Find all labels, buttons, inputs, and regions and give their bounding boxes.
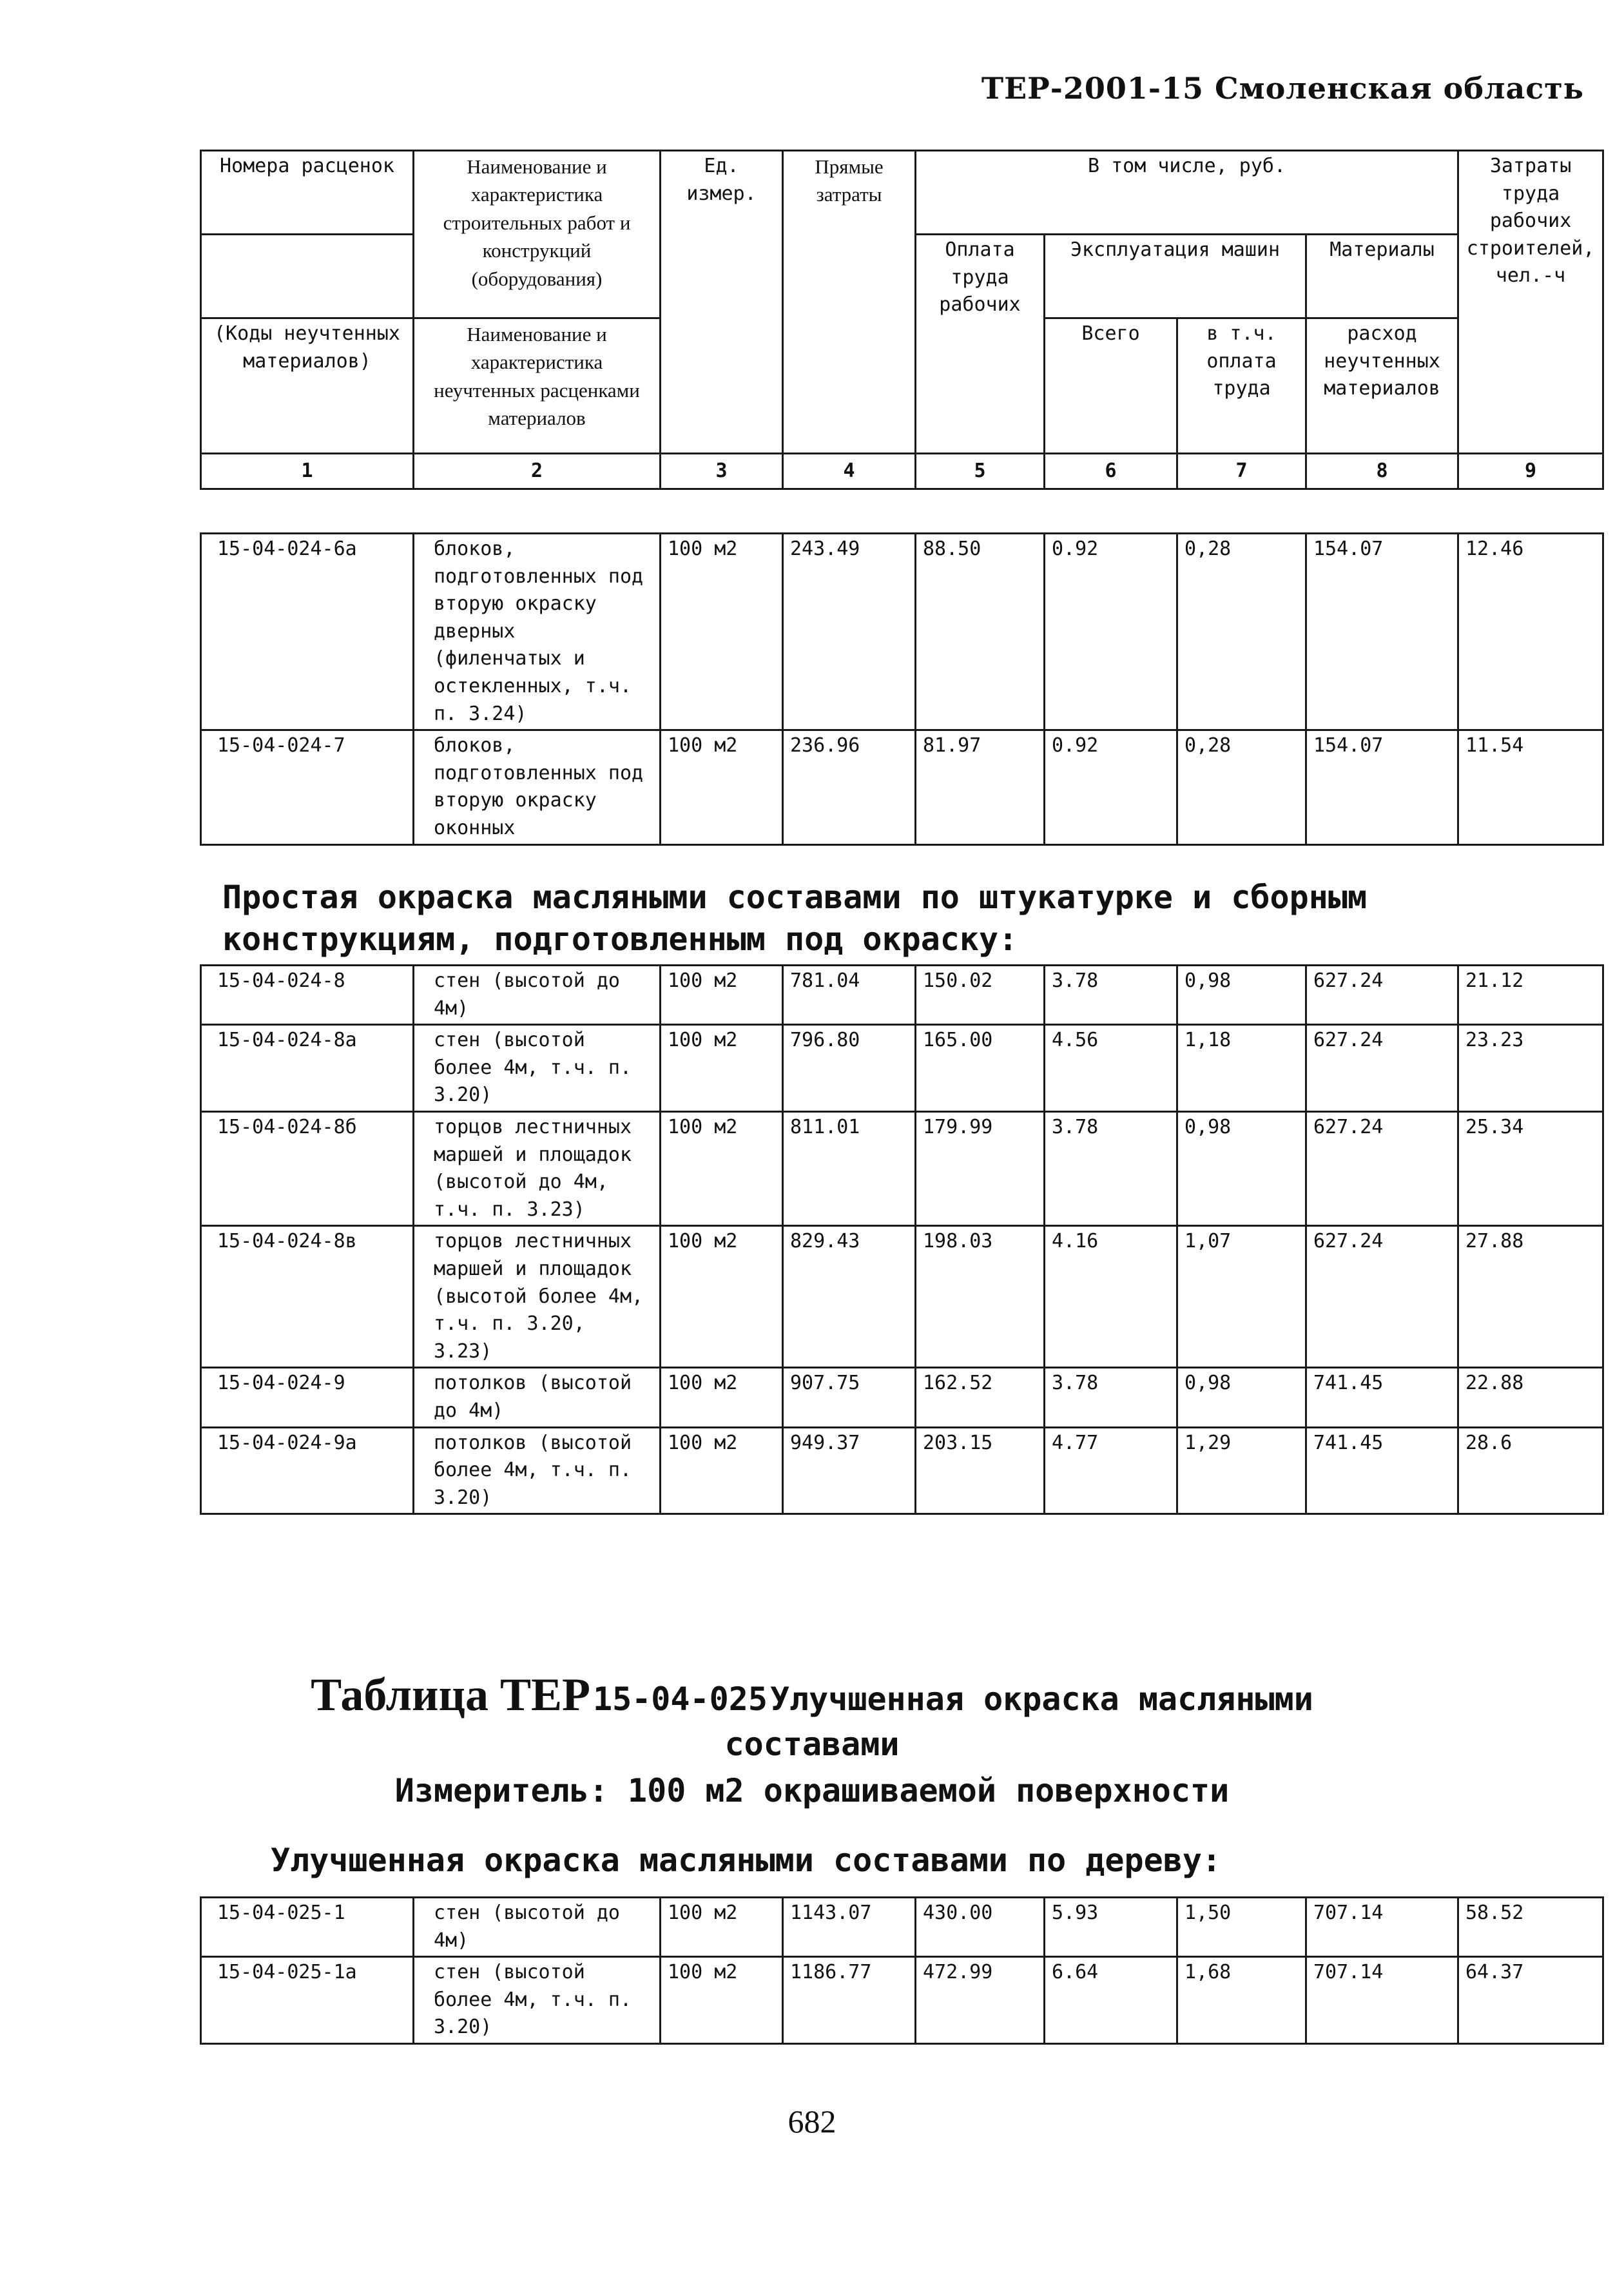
header-col-code: Номера расценок — [201, 151, 414, 235]
machine-cost-cell: 4.77 — [1045, 1427, 1177, 1514]
unit-cell: 100 м2 — [661, 1368, 783, 1427]
machine-cost-cell: 4.16 — [1045, 1226, 1177, 1368]
work-name-cell: торцов лестничных маршей и площадок (высотой до 4м, т.ч. п. 3.23) — [414, 1111, 661, 1225]
running-header: ТЕР-2001-15 Смоленская область — [981, 71, 1584, 106]
unit-cell: 100 м2 — [661, 1025, 783, 1112]
rates-table-b — [200, 964, 1604, 1515]
labor-hours-cell: 12.46 — [1458, 534, 1603, 730]
work-name-cell: блоков, подготовленных под вторую окраску дверных (филенчатых и остекленных, т.ч. п. 3.24) — [414, 534, 661, 730]
rate-code-cell: 15-04-024-9 — [201, 1368, 414, 1427]
rate-code-cell: 15-04-024-8б — [201, 1111, 414, 1225]
machine-cost-cell: 5.93 — [1045, 1898, 1177, 1957]
wages-cell: 88.50 — [916, 534, 1045, 730]
labor-hours-cell: 23.23 — [1458, 1025, 1603, 1112]
header-col-machines: Эксплуатация машин — [1045, 235, 1306, 318]
wages-cell: 165.00 — [916, 1025, 1045, 1112]
machine-wages-cell: 0,98 — [1177, 1368, 1306, 1427]
machine-wages-cell: 0,98 — [1177, 1111, 1306, 1225]
machine-cost-cell: 3.78 — [1045, 1111, 1177, 1225]
table-row — [201, 534, 1603, 730]
header-col-name2: Наименование и характеристика неучтенных расценками материалов — [414, 318, 661, 454]
header-col-name: Наименование и характеристика строительных работ и конструкций (оборудования) — [414, 151, 661, 318]
materials-cost-cell: 627.24 — [1306, 966, 1458, 1025]
direct-cost-cell: 796.80 — [783, 1025, 916, 1112]
page-number: 682 — [788, 2103, 836, 2139]
header-number: 8 — [1306, 454, 1458, 489]
rates-table-c — [200, 1896, 1604, 2045]
table-row — [201, 1368, 1603, 1427]
section-title-improved-painting: Улучшенная окраска масляными составами по дереву: — [271, 1842, 1222, 1879]
unit-cell: 100 м2 — [661, 1226, 783, 1368]
machine-cost-cell: 0.92 — [1045, 534, 1177, 730]
machine-wages-cell: 1,18 — [1177, 1025, 1306, 1112]
header-number: 3 — [661, 454, 783, 489]
wages-cell: 472.99 — [916, 1957, 1045, 2044]
header-number: 2 — [414, 454, 661, 489]
table-title-text-cont: составами — [724, 1726, 900, 1763]
machine-cost-cell: 6.64 — [1045, 1957, 1177, 2044]
header-col-code2: (Коды неучтенных материалов) — [201, 318, 414, 454]
direct-cost-cell: 1143.07 — [783, 1898, 916, 1957]
rate-code-cell: 15-04-024-7 — [201, 730, 414, 844]
machine-cost-cell: 3.78 — [1045, 1368, 1177, 1427]
table-row — [201, 1226, 1603, 1368]
rate-code-cell: 15-04-024-6а — [201, 534, 414, 730]
work-name-cell: стен (высотой более 4м, т.ч. п. 3.20) — [414, 1957, 661, 2044]
wages-cell: 430.00 — [916, 1898, 1045, 1957]
materials-cost-cell: 627.24 — [1306, 1111, 1458, 1225]
labor-hours-cell: 21.12 — [1458, 966, 1603, 1025]
header-col-labor: Затраты труда рабочих строителей, чел.-ч — [1458, 151, 1603, 454]
work-name-cell: потолков (высотой более 4м, т.ч. п. 3.20) — [414, 1427, 661, 1514]
rate-code-cell: 15-04-025-1 — [201, 1898, 414, 1957]
direct-cost-cell: 1186.77 — [783, 1957, 916, 2044]
rates-table-a — [200, 532, 1604, 846]
materials-cost-cell: 154.07 — [1306, 534, 1458, 730]
table-row — [201, 1957, 1603, 2044]
header-number: 5 — [916, 454, 1045, 489]
unit-cell: 100 м2 — [661, 966, 783, 1025]
rate-code-cell: 15-04-024-8а — [201, 1025, 414, 1112]
header-number: 7 — [1177, 454, 1306, 489]
materials-cost-cell: 741.45 — [1306, 1427, 1458, 1514]
machine-cost-cell: 4.56 — [1045, 1025, 1177, 1112]
table-row — [201, 1111, 1603, 1225]
work-name-cell: стен (высотой более 4м, т.ч. п. 3.20) — [414, 1025, 661, 1112]
materials-cost-cell: 741.45 — [1306, 1368, 1458, 1427]
table-title-text: Улучшенная окраска масляными — [769, 1680, 1313, 1718]
column-header-table — [200, 150, 1604, 490]
table-measure: Измеритель: 100 м2 окрашиваемой поверхности — [394, 1772, 1230, 1809]
rate-code-cell: 15-04-024-9а — [201, 1427, 414, 1514]
labor-hours-cell: 11.54 — [1458, 730, 1603, 844]
materials-cost-cell: 154.07 — [1306, 730, 1458, 844]
labor-hours-cell: 25.34 — [1458, 1111, 1603, 1225]
wages-cell: 150.02 — [916, 966, 1045, 1025]
header-col-unit: Ед. измер. — [661, 151, 783, 454]
direct-cost-cell: 811.01 — [783, 1111, 916, 1225]
work-name-cell: блоков, подготовленных под вторую окраску оконных — [414, 730, 661, 844]
materials-cost-cell: 627.24 — [1306, 1226, 1458, 1368]
machine-wages-cell: 1,68 — [1177, 1957, 1306, 2044]
header-number: 6 — [1045, 454, 1177, 489]
table-title-block — [0, 1668, 1624, 1809]
direct-cost-cell: 243.49 — [783, 534, 916, 730]
direct-cost-cell: 781.04 — [783, 966, 916, 1025]
header-col-wages: Оплата труда рабочих — [916, 235, 1045, 454]
header-col-incl-wages: в т.ч. оплата труда — [1177, 318, 1306, 454]
labor-hours-cell: 28.6 — [1458, 1427, 1603, 1514]
table-title-number: 15-04-025 — [593, 1680, 768, 1718]
header-col-total: Всего — [1045, 318, 1177, 454]
section-title-simple-painting: Простая окраска масляными составами по штукатурке и сборным конструкциям, подготовленным под окраску: — [222, 879, 1368, 958]
work-name-cell: стен (высотой до 4м) — [414, 1898, 661, 1957]
rate-code-cell: 15-04-024-8 — [201, 966, 414, 1025]
unit-cell: 100 м2 — [661, 730, 783, 844]
machine-wages-cell: 1,29 — [1177, 1427, 1306, 1514]
direct-cost-cell: 907.75 — [783, 1368, 916, 1427]
table-row — [201, 1025, 1603, 1112]
labor-hours-cell: 27.88 — [1458, 1226, 1603, 1368]
work-name-cell: потолков (высотой до 4м) — [414, 1368, 661, 1427]
table-row — [201, 1898, 1603, 1957]
materials-cost-cell: 707.14 — [1306, 1957, 1458, 2044]
labor-hours-cell: 22.88 — [1458, 1368, 1603, 1427]
machine-wages-cell: 0,28 — [1177, 730, 1306, 844]
unit-cell: 100 м2 — [661, 1898, 783, 1957]
machine-cost-cell: 3.78 — [1045, 966, 1177, 1025]
table-row — [201, 1427, 1603, 1514]
labor-hours-cell: 58.52 — [1458, 1898, 1603, 1957]
table-row — [201, 966, 1603, 1025]
machine-cost-cell: 0.92 — [1045, 730, 1177, 844]
rate-code-cell: 15-04-024-8в — [201, 1226, 414, 1368]
materials-cost-cell: 707.14 — [1306, 1898, 1458, 1957]
wages-cell: 198.03 — [916, 1226, 1045, 1368]
header-col-materials: Материалы — [1306, 235, 1458, 318]
direct-cost-cell: 949.37 — [783, 1427, 916, 1514]
header-col-direct: Прямые затраты — [783, 151, 916, 454]
direct-cost-cell: 236.96 — [783, 730, 916, 844]
wages-cell: 179.99 — [916, 1111, 1045, 1225]
machine-wages-cell: 1,07 — [1177, 1226, 1306, 1368]
header-col-incl: В том числе, руб. — [916, 151, 1458, 235]
work-name-cell: торцов лестничных маршей и площадок (высотой более 4м, т.ч. п. 3.20, 3.23) — [414, 1226, 661, 1368]
header-number: 4 — [783, 454, 916, 489]
rate-code-cell: 15-04-025-1а — [201, 1957, 414, 2044]
header-col-unaccounted: расход неучтенных материалов — [1306, 318, 1458, 454]
wages-cell: 203.15 — [916, 1427, 1045, 1514]
direct-cost-cell: 829.43 — [783, 1226, 916, 1368]
table-row — [201, 730, 1603, 844]
machine-wages-cell: 0,98 — [1177, 966, 1306, 1025]
wages-cell: 81.97 — [916, 730, 1045, 844]
table-title-prefix: Таблица ТЕР — [311, 1669, 590, 1720]
machine-wages-cell: 1,50 — [1177, 1898, 1306, 1957]
unit-cell: 100 м2 — [661, 1427, 783, 1514]
unit-cell: 100 м2 — [661, 1111, 783, 1225]
materials-cost-cell: 627.24 — [1306, 1025, 1458, 1112]
labor-hours-cell: 64.37 — [1458, 1957, 1603, 2044]
work-name-cell: стен (высотой до 4м) — [414, 966, 661, 1025]
wages-cell: 162.52 — [916, 1368, 1045, 1427]
header-number: 9 — [1458, 454, 1603, 489]
machine-wages-cell: 0,28 — [1177, 534, 1306, 730]
header-number: 1 — [201, 454, 414, 489]
unit-cell: 100 м2 — [661, 1957, 783, 2044]
unit-cell: 100 м2 — [661, 534, 783, 730]
